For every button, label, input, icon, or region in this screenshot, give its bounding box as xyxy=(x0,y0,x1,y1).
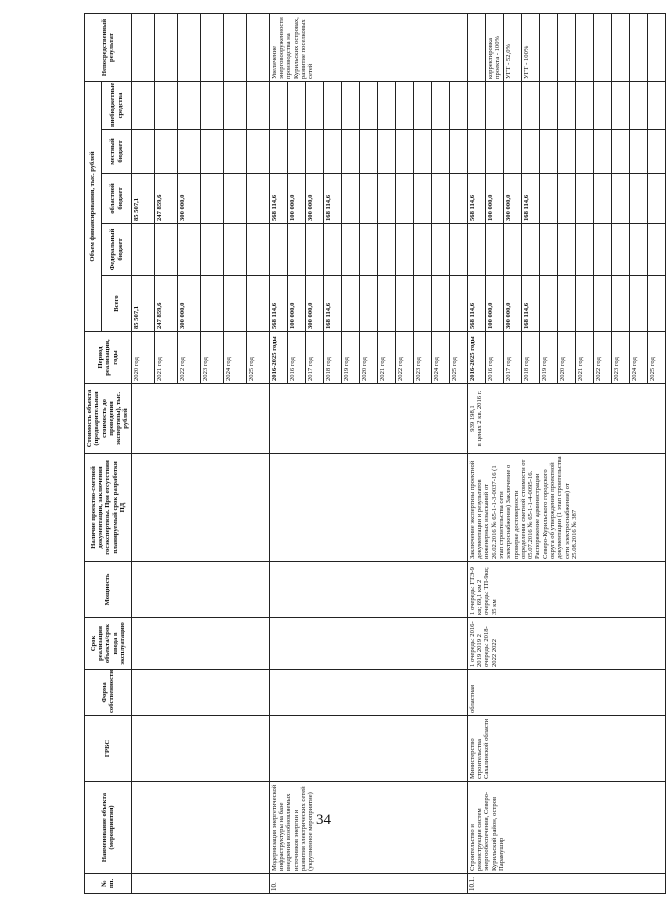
rotated-table-container xyxy=(84,14,656,894)
total-cell xyxy=(377,276,395,332)
header-regional: областной бюджет xyxy=(102,174,132,224)
row-number: 10. xyxy=(269,874,467,894)
total-cell xyxy=(449,276,467,332)
period-cell: 2024 год xyxy=(223,332,246,384)
result-cell: УГТ - 100% xyxy=(521,14,539,82)
header-term: Срок реализации объекта/срок ввода в эксплуатацию xyxy=(85,618,132,670)
federal-cell xyxy=(629,224,647,276)
result-cell: УГТ - 52,0% xyxy=(503,14,521,82)
period-cell: 2016 год xyxy=(485,332,503,384)
header-no: № пп. xyxy=(85,874,132,894)
extra-cell xyxy=(177,82,200,130)
federal-cell xyxy=(323,224,341,276)
total-cell: 85 507,1 xyxy=(131,276,154,332)
regional-cell: 85 507,1 xyxy=(131,174,154,224)
object-name: Строительство и реконструкция систем энергообеспечения, Северо-Курильский район, остров Парамушир xyxy=(467,782,665,874)
empty-cell xyxy=(131,782,269,874)
result-cell: Увеличение энерговооруженности производства на Курильских островах, развитие поселковых сетей xyxy=(269,14,467,82)
local-cell xyxy=(377,130,395,174)
extra-cell xyxy=(485,82,503,130)
local-cell xyxy=(593,130,611,174)
result-cell xyxy=(200,14,223,82)
federal-cell xyxy=(467,224,485,276)
result-cell xyxy=(131,14,154,82)
period-cell: 2020 год xyxy=(131,332,154,384)
result-cell xyxy=(177,14,200,82)
empty-cell xyxy=(269,618,467,670)
total-cell: 100 000,0 xyxy=(485,276,503,332)
local-cell xyxy=(177,130,200,174)
federal-cell xyxy=(503,224,521,276)
regional-cell: 568 114,6 xyxy=(269,174,287,224)
term-cell: 1 очередь: 2016-2019 2019 2 очередь: 2018-2022 2022 xyxy=(467,618,665,670)
header-ownership: Форма собственности xyxy=(85,670,132,716)
local-cell xyxy=(395,130,413,174)
regional-cell xyxy=(359,174,377,224)
period-cell: 2022 год xyxy=(395,332,413,384)
federal-cell xyxy=(431,224,449,276)
result-cell xyxy=(223,14,246,82)
total-cell xyxy=(395,276,413,332)
period-cell: 2020 год xyxy=(557,332,575,384)
ownership-cell: областная xyxy=(467,670,665,716)
regional-cell xyxy=(431,174,449,224)
regional-cell: 568 114,6 xyxy=(467,174,485,224)
result-cell xyxy=(557,14,575,82)
total-cell xyxy=(575,276,593,332)
regional-cell: 300 000,0 xyxy=(503,174,521,224)
extra-cell xyxy=(200,82,223,130)
federal-cell xyxy=(611,224,629,276)
extra-cell xyxy=(395,82,413,130)
extra-cell xyxy=(449,82,467,130)
period-cell: 2023 год xyxy=(611,332,629,384)
total-cell: 100 000,0 xyxy=(287,276,305,332)
period-cell: 2019 год xyxy=(341,332,359,384)
header-funding: Объем финансирования, тыс. рублей xyxy=(85,82,102,332)
regional-cell: 168 114,6 xyxy=(521,174,539,224)
period-cell: 2021 год xyxy=(575,332,593,384)
total-cell xyxy=(431,276,449,332)
table-row xyxy=(467,14,485,894)
total-cell xyxy=(539,276,557,332)
empty-cell xyxy=(269,454,467,562)
regional-cell xyxy=(539,174,557,224)
federal-cell xyxy=(287,224,305,276)
federal-cell xyxy=(223,224,246,276)
docs-cell: Заключение экспертизы проектной документации и результатов инженерных изысканий от 26.02.2016 № 65-1-1-3-0037-16 (1 этап строительства сети электроснабжения) Заключение о проверке достоверности определения сметной стоимости от 05.07.2016 № 65-1-1-4-0095-16. Распоряжение администрации Северо-Курильского городского округа об утверждении проектной документации (1 этап строительства сети электроснабжения) от 25.08.2016 № 387 xyxy=(467,454,665,562)
federal-cell xyxy=(593,224,611,276)
extra-cell xyxy=(593,82,611,130)
total-cell: 300 000,0 xyxy=(177,276,200,332)
header-total: Всего xyxy=(102,276,132,332)
local-cell xyxy=(323,130,341,174)
extra-cell xyxy=(359,82,377,130)
extra-cell xyxy=(287,82,305,130)
total-cell xyxy=(413,276,431,332)
period-cell: 2023 год xyxy=(413,332,431,384)
total-cell xyxy=(246,276,269,332)
federal-cell xyxy=(413,224,431,276)
federal-cell xyxy=(647,224,665,276)
federal-cell xyxy=(154,224,177,276)
extra-cell xyxy=(305,82,323,130)
header-cost: Стоимость объекта (предварительная стоимость до проведения экспертизы), тыс. рублей xyxy=(85,384,132,454)
extra-cell xyxy=(647,82,665,130)
regional-cell xyxy=(575,174,593,224)
extra-cell xyxy=(557,82,575,130)
local-cell xyxy=(341,130,359,174)
extra-cell xyxy=(431,82,449,130)
cost-cell xyxy=(467,384,665,454)
local-cell xyxy=(467,130,485,174)
local-cell xyxy=(521,130,539,174)
local-cell xyxy=(611,130,629,174)
regional-cell: 300 000,0 xyxy=(177,174,200,224)
empty-cell xyxy=(131,454,269,562)
extra-cell xyxy=(223,82,246,130)
period-cell: 2021 год xyxy=(154,332,177,384)
total-cell: 300 000,0 xyxy=(305,276,323,332)
period-cell: 2016-2025 годы xyxy=(467,332,485,384)
result-cell xyxy=(629,14,647,82)
regional-cell xyxy=(341,174,359,224)
result-cell: корректировка проекта - 100% xyxy=(485,14,503,82)
header-name: Наименование объекта (мероприятия) xyxy=(85,782,132,874)
federal-cell xyxy=(269,224,287,276)
total-cell: 568 114,6 xyxy=(467,276,485,332)
local-cell xyxy=(485,130,503,174)
local-cell xyxy=(154,130,177,174)
table-row xyxy=(131,14,154,894)
period-cell: 2017 год xyxy=(305,332,323,384)
result-cell xyxy=(647,14,665,82)
extra-cell xyxy=(341,82,359,130)
federal-cell xyxy=(377,224,395,276)
local-cell xyxy=(246,130,269,174)
local-cell xyxy=(557,130,575,174)
period-cell: 2024 год xyxy=(629,332,647,384)
period-cell: 2016-2025 годы xyxy=(269,332,287,384)
regional-cell xyxy=(629,174,647,224)
funding-table xyxy=(84,13,666,894)
extra-cell xyxy=(323,82,341,130)
federal-cell xyxy=(200,224,223,276)
extra-cell xyxy=(269,82,287,130)
table-row xyxy=(269,14,287,894)
local-cell xyxy=(223,130,246,174)
total-cell xyxy=(593,276,611,332)
local-cell xyxy=(413,130,431,174)
object-name: Модернизация энергетической инфраструктуры на базе внедрения возобновляемых источников энергии и развития электрических сетей (укрупненное мероприятие) xyxy=(269,782,467,874)
period-cell: 2022 год xyxy=(177,332,200,384)
regional-cell xyxy=(647,174,665,224)
local-cell xyxy=(647,130,665,174)
empty-cell xyxy=(131,670,269,716)
local-cell xyxy=(431,130,449,174)
regional-cell: 100 000,0 xyxy=(287,174,305,224)
header-grbs: ГРБС xyxy=(85,716,132,782)
total-cell xyxy=(647,276,665,332)
result-cell xyxy=(611,14,629,82)
federal-cell xyxy=(521,224,539,276)
header-local: местный бюджет xyxy=(102,130,132,174)
federal-cell xyxy=(246,224,269,276)
regional-cell: 168 114,6 xyxy=(323,174,341,224)
local-cell xyxy=(449,130,467,174)
federal-cell xyxy=(359,224,377,276)
federal-cell xyxy=(395,224,413,276)
regional-cell: 100 000,0 xyxy=(485,174,503,224)
local-cell xyxy=(359,130,377,174)
extra-cell xyxy=(154,82,177,130)
extra-cell xyxy=(467,82,485,130)
result-cell xyxy=(467,14,485,82)
extra-cell xyxy=(377,82,395,130)
local-cell xyxy=(575,130,593,174)
cost-value: 939 198,1 xyxy=(468,405,476,432)
total-cell: 247 859,6 xyxy=(154,276,177,332)
local-cell xyxy=(305,130,323,174)
empty-cell xyxy=(131,384,269,454)
regional-cell xyxy=(593,174,611,224)
local-cell xyxy=(503,130,521,174)
result-cell xyxy=(593,14,611,82)
federal-cell xyxy=(485,224,503,276)
federal-cell xyxy=(131,224,154,276)
extra-cell xyxy=(413,82,431,130)
total-cell xyxy=(341,276,359,332)
grbs-cell: Министерство строительства Сахалинской области xyxy=(467,716,665,782)
local-cell xyxy=(287,130,305,174)
period-cell: 2017 год xyxy=(503,332,521,384)
regional-cell xyxy=(611,174,629,224)
empty-cell xyxy=(269,384,467,454)
total-cell xyxy=(557,276,575,332)
period-cell: 2025 год xyxy=(647,332,665,384)
result-cell xyxy=(154,14,177,82)
header-capacity: Мощность xyxy=(85,562,132,618)
empty-cell xyxy=(131,716,269,782)
total-cell: 168 114,6 xyxy=(323,276,341,332)
regional-cell xyxy=(413,174,431,224)
federal-cell xyxy=(575,224,593,276)
extra-cell xyxy=(131,82,154,130)
period-cell: 2025 год xyxy=(246,332,269,384)
period-cell: 2019 год xyxy=(539,332,557,384)
federal-cell xyxy=(449,224,467,276)
total-cell: 300 000,0 xyxy=(503,276,521,332)
local-cell xyxy=(539,130,557,174)
local-cell xyxy=(200,130,223,174)
regional-cell xyxy=(223,174,246,224)
regional-cell xyxy=(246,174,269,224)
extra-cell xyxy=(611,82,629,130)
extra-cell xyxy=(246,82,269,130)
period-cell: 2016 год xyxy=(287,332,305,384)
extra-cell xyxy=(539,82,557,130)
total-cell: 168 114,6 xyxy=(521,276,539,332)
total-cell xyxy=(611,276,629,332)
period-cell: 2018 год xyxy=(323,332,341,384)
total-cell xyxy=(200,276,223,332)
empty-cell xyxy=(269,562,467,618)
federal-cell xyxy=(177,224,200,276)
federal-cell xyxy=(557,224,575,276)
total-cell xyxy=(359,276,377,332)
federal-cell xyxy=(539,224,557,276)
local-cell xyxy=(269,130,287,174)
period-cell: 2025 год xyxy=(449,332,467,384)
extra-cell xyxy=(575,82,593,130)
total-cell xyxy=(223,276,246,332)
total-cell xyxy=(629,276,647,332)
regional-cell xyxy=(377,174,395,224)
header-docs: Наличие проектно-сметной документации, заключения госэкспертизы. При отсутствии планируемый срок разработки ПД xyxy=(85,454,132,562)
empty-cell xyxy=(269,716,467,782)
empty-cell xyxy=(131,874,269,894)
empty-cell xyxy=(131,562,269,618)
row-number: 10.1. xyxy=(467,874,665,894)
regional-cell xyxy=(449,174,467,224)
empty-cell xyxy=(131,618,269,670)
result-cell xyxy=(575,14,593,82)
extra-cell xyxy=(503,82,521,130)
regional-cell: 300 000,0 xyxy=(305,174,323,224)
result-cell xyxy=(246,14,269,82)
regional-cell xyxy=(200,174,223,224)
extra-cell xyxy=(629,82,647,130)
regional-cell: 247 859,6 xyxy=(154,174,177,224)
total-cell: 568 114,6 xyxy=(269,276,287,332)
empty-cell xyxy=(269,670,467,716)
extra-cell xyxy=(521,82,539,130)
result-cell xyxy=(539,14,557,82)
local-cell xyxy=(131,130,154,174)
header-period: Период реализации, годы xyxy=(85,332,132,384)
cost-note: в ценах 2 кв. 2016 г. xyxy=(476,390,484,447)
header-federal: Федеральный бюджет xyxy=(102,224,132,276)
period-cell: 2021 год xyxy=(377,332,395,384)
header-result: Непосредственный результат xyxy=(85,14,132,82)
local-cell xyxy=(629,130,647,174)
regional-cell xyxy=(395,174,413,224)
period-cell: 2018 год xyxy=(521,332,539,384)
capacity-cell: 1 очередь: ГТЭ-9 кв; 69,1 км 2 очередь: ТП-9кв; 35 км xyxy=(467,562,665,618)
page-number: 34 xyxy=(316,812,331,828)
regional-cell xyxy=(557,174,575,224)
period-cell: 2020 год xyxy=(359,332,377,384)
federal-cell xyxy=(305,224,323,276)
period-cell: 2023 год xyxy=(200,332,223,384)
period-cell: 2022 год xyxy=(593,332,611,384)
header-extra: внебюджетные средства xyxy=(102,82,132,130)
federal-cell xyxy=(341,224,359,276)
period-cell: 2024 год xyxy=(431,332,449,384)
